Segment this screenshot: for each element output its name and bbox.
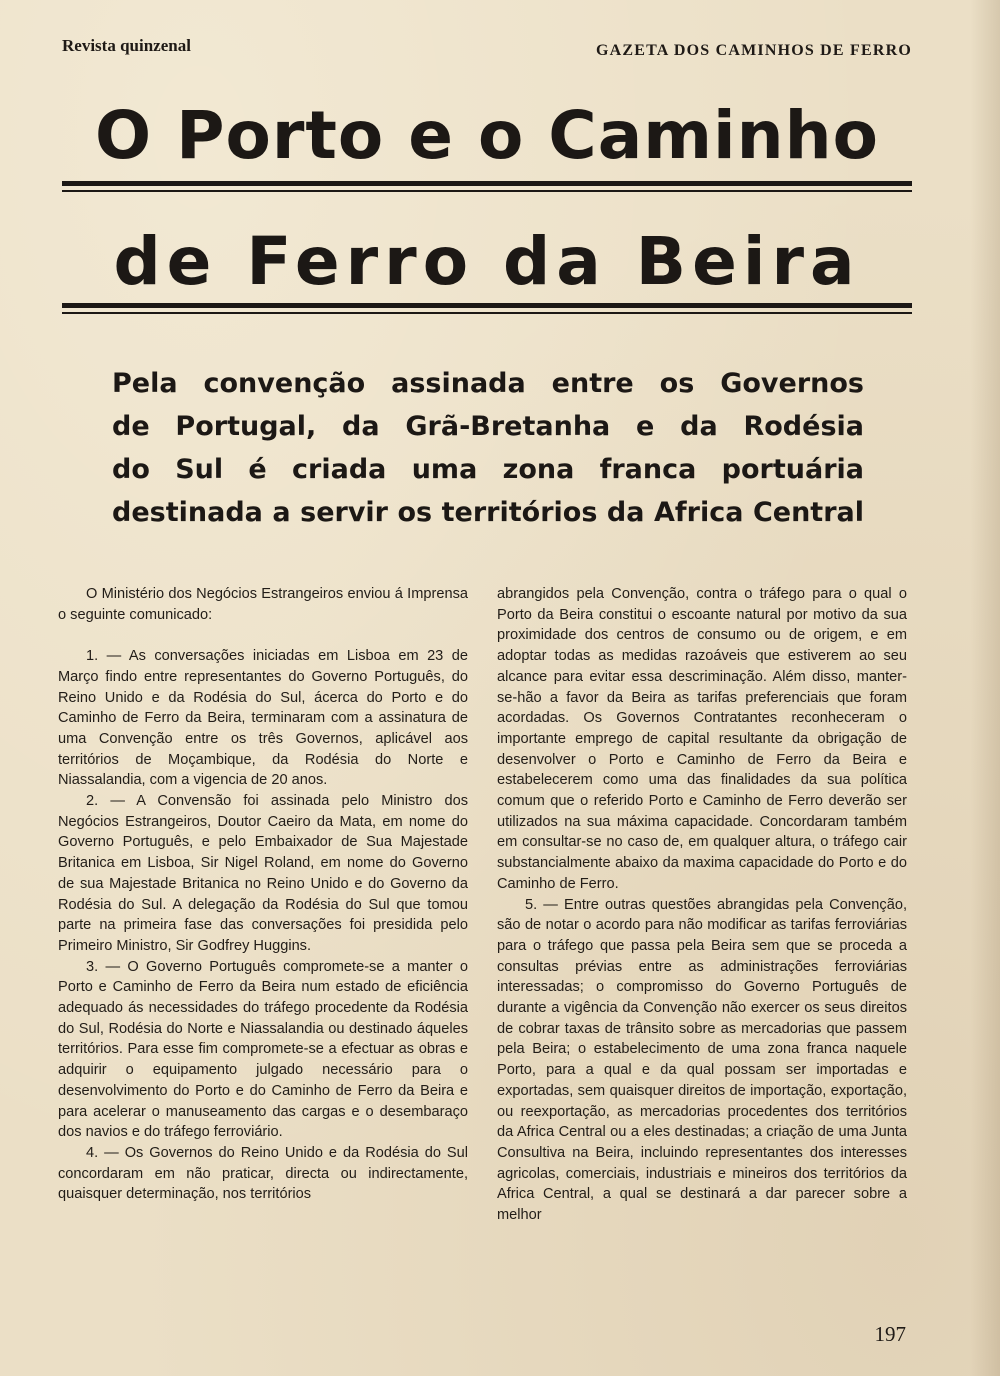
deck-line: do Sul é criada uma zona franca portuária	[112, 454, 864, 485]
paragraph-1: 1. — As conversações iniciadas em Lisboa em 23 de Março findo entre representantes do Governo Português, do Reino Unido e da Rodésia do Sul, ácerca do Porto e do Caminho de Ferro da Beira, terminaram com a assinatura de uma Convenção entre os três Governos, aplicável aos territórios de Moçambique, da Rodésia do Norte e Niassalandia, com a vigencia de 20 anos.	[58, 648, 468, 789]
article-column-right	[497, 584, 907, 1226]
page-number: 197	[874, 1322, 906, 1346]
paragraph-intro: O Ministério dos Negócios Estrangeiros enviou á Imprensa o seguinte comunicado:	[58, 586, 468, 623]
paragraph-5: 5. — Entre outras questões abrangidas pela Convenção, são de notar o acordo para não modificar as tarifas ferroviárias para o tráfego que passa pela Beira sem que se proceda a consultas prévias entre as administrações ferroviárias interessadas; o compromisso do Governo Português de durante a vigência da Convenção não exercer os seus direitos de cobrar taxas de trânsito sobre as mercadorias que passem pela Beira; o estabelecimento de uma zona franca naquele Porto, para a qual e da qual possam ser importadas e exportadas, sem quaisquer direitos de importação, exportação, ou reexportação, as mercadorias procedentes dos territórios da Africa Central ou a eles destinadas; a criação de uma Junta Consultiva na Beira, incluindo representantes dos interesses agricolas, comerciais, industriais e mineiros dos territórios da Africa Central, a qual se destinará a dar parecer sobre a melhor	[497, 896, 907, 1224]
double-rule-top	[62, 181, 912, 195]
paragraph-4-start: 4. — Os Governos do Reino Unido e da Rodésia do Sul concordaram em não praticar, directa ou indirectamente, quaisquer determinação, nos territórios	[58, 1144, 468, 1203]
running-header-right: GAZETA DOS CAMINHOS DE FERRO	[595, 42, 912, 59]
headline-line-2: de Ferro da Beira	[113, 223, 861, 300]
paragraph-4-continued: abrangidos pela Convenção, contra o tráfego para o qual o Porto da Beira constitui o escoante natural por motivo da sua proximidade dos centros de consumo ou de origem, e em adoptar todas as medidas razoáveis que estiverem ao seu alcance para evitar essa descriminação. Além disso, manter-se-hão a favor da Beira as tarifas preferenciais que foram acordadas. Os Governos Contratantes reconheceram o importante emprego de capital resultante da obrigação de desenvolver o Porto e Caminho de Ferro da Beira e estabelecerem como uma das finalidades da sua política comum que o referido Porto e Caminho de Ferro deverão ser utilizados na sua máxima capacidade. Concordaram também em consultar-se no caso de, em qualquer altura, o tráfego cair substancialmente abaixo da maxima capacidade do Porto e do Caminho de Ferro.	[497, 586, 907, 892]
deck-line: destinada a servir os territórios da Africa Central	[112, 497, 864, 528]
paragraph-3: 3. — O Governo Português compromete-se a manter o Porto e Caminho de Ferro da Beira num estado de eficiência adequado ás necessidades do tráfego procedente da Rodésia do Sul, Rodésia do Norte e Niassalandia ou destinado áqueles territórios. Para esse fim compromete-se a efectuar as obras e adquirir o equipamento julgado necessário para o desenvolvimento do Porto e do Caminho de Ferro da Beira e para acelerar o manuseamento das cargas e o desembaraço dos navios e do tráfego ferroviário.	[58, 958, 468, 1141]
article-column-left	[58, 584, 468, 1205]
running-header-left: Revista quinzenal	[62, 36, 191, 55]
headline-line-1: O Porto e o Caminho	[95, 97, 879, 174]
paragraph-2: 2. — A Convensão foi assinada pelo Ministro dos Negócios Estrangeiros, Doutor Caeiro da Mata, em nome do Governo Português, e pelo Embaixador de Sua Majestade Britanica em Lisboa, Sir Nigel Roland, em nome do Governo de sua Majestade Britanica no Reino Unido e do Governo da Rodésia do Sul. A delegação da Rodésia do Sul que tomou parte na primeira fase das conversações foi presidida pelo Primeiro Ministro, Sir Godfrey Huggins.	[58, 793, 468, 954]
deck-line: Pela convenção assinada entre os Governos	[112, 368, 864, 399]
deck-subtitle	[112, 362, 864, 534]
double-rule-bottom	[62, 303, 912, 317]
deck-line: de Portugal, da Grã-Bretanha e da Rodésia	[112, 411, 864, 442]
